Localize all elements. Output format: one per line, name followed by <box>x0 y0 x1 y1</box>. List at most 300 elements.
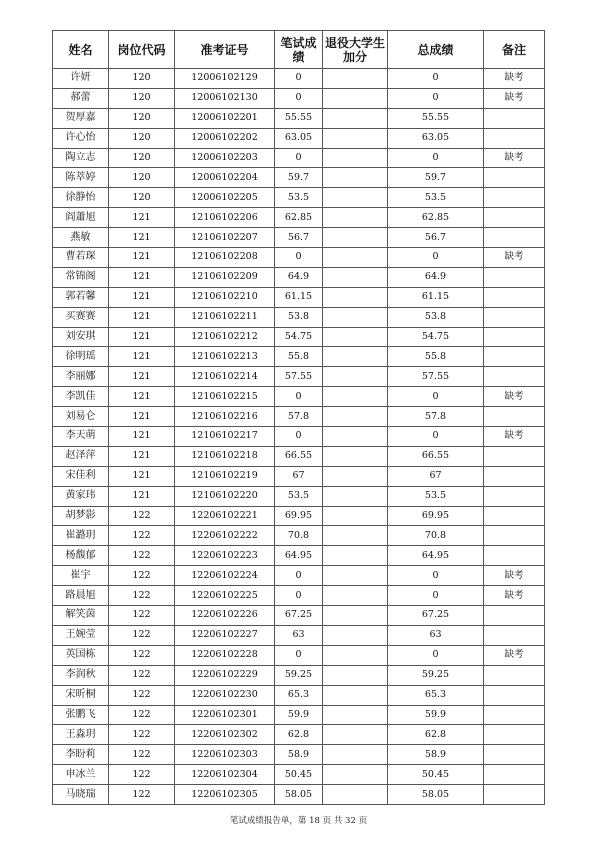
table-row <box>53 188 545 208</box>
cell-written-score: 0 <box>275 427 323 447</box>
cell-total-score: 0 <box>388 148 484 168</box>
table-row <box>53 506 545 526</box>
cell-post-code: 121 <box>109 208 175 228</box>
cell-exam-number: 12106102212 <box>175 327 275 347</box>
cell-exam-number: 12106102207 <box>175 228 275 248</box>
cell-post-code: 121 <box>109 228 175 248</box>
cell-name: 李盼莉 <box>53 745 109 765</box>
cell-total-score: 57.8 <box>388 407 484 427</box>
cell-exam-number: 12206102225 <box>175 586 275 606</box>
table-row <box>53 228 545 248</box>
cell-exam-number: 12206102229 <box>175 665 275 685</box>
cell-written-score: 63 <box>275 625 323 645</box>
cell-written-score: 57.55 <box>275 367 323 387</box>
cell-total-score: 59.25 <box>388 665 484 685</box>
cell-written-score: 0 <box>275 645 323 665</box>
cell-exam-number: 12106102211 <box>175 307 275 327</box>
cell-remarks <box>484 606 545 626</box>
cell-total-score: 53.5 <box>388 486 484 506</box>
cell-remarks <box>484 347 545 367</box>
cell-total-score: 67.25 <box>388 606 484 626</box>
cell-veteran-bonus <box>323 645 388 665</box>
cell-remarks: 缺考 <box>484 586 545 606</box>
cell-post-code: 121 <box>109 446 175 466</box>
cell-post-code: 121 <box>109 407 175 427</box>
cell-name: 贺厚嘉 <box>53 108 109 128</box>
table-row <box>53 486 545 506</box>
cell-name: 王婉莹 <box>53 625 109 645</box>
table-row <box>53 108 545 128</box>
cell-post-code: 122 <box>109 785 175 805</box>
cell-name: 李凯佳 <box>53 387 109 407</box>
cell-written-score: 54.75 <box>275 327 323 347</box>
cell-written-score: 50.45 <box>275 765 323 785</box>
cell-post-code: 122 <box>109 606 175 626</box>
cell-written-score: 67 <box>275 466 323 486</box>
cell-post-code: 122 <box>109 645 175 665</box>
cell-written-score: 53.5 <box>275 188 323 208</box>
cell-written-score: 53.5 <box>275 486 323 506</box>
cell-veteran-bonus <box>323 168 388 188</box>
cell-total-score: 57.55 <box>388 367 484 387</box>
cell-name: 王淼玥 <box>53 725 109 745</box>
cell-total-score: 62.85 <box>388 208 484 228</box>
cell-name: 张鹏飞 <box>53 705 109 725</box>
cell-total-score: 67 <box>388 466 484 486</box>
cell-post-code: 121 <box>109 248 175 268</box>
cell-written-score: 58.05 <box>275 785 323 805</box>
cell-name: 崔潞玥 <box>53 526 109 546</box>
cell-post-code: 120 <box>109 108 175 128</box>
cell-post-code: 121 <box>109 427 175 447</box>
cell-veteran-bonus <box>323 606 388 626</box>
cell-post-code: 122 <box>109 765 175 785</box>
cell-veteran-bonus <box>323 765 388 785</box>
cell-name: 英国栋 <box>53 645 109 665</box>
table-row <box>53 765 545 785</box>
cell-post-code: 121 <box>109 327 175 347</box>
cell-remarks <box>484 785 545 805</box>
cell-post-code: 120 <box>109 128 175 148</box>
cell-post-code: 122 <box>109 506 175 526</box>
cell-exam-number: 12106102214 <box>175 367 275 387</box>
cell-exam-number: 12006102202 <box>175 128 275 148</box>
cell-remarks <box>484 307 545 327</box>
table-row <box>53 446 545 466</box>
cell-written-score: 55.55 <box>275 108 323 128</box>
cell-exam-number: 12006102201 <box>175 108 275 128</box>
table-row <box>53 327 545 347</box>
cell-total-score: 50.45 <box>388 765 484 785</box>
cell-veteran-bonus <box>323 407 388 427</box>
table-row <box>53 705 545 725</box>
cell-remarks <box>484 287 545 307</box>
cell-written-score: 59.25 <box>275 665 323 685</box>
cell-post-code: 122 <box>109 745 175 765</box>
cell-remarks <box>484 665 545 685</box>
cell-veteran-bonus <box>323 128 388 148</box>
col-header-remarks: 备注 <box>484 31 545 69</box>
cell-remarks <box>484 685 545 705</box>
cell-veteran-bonus <box>323 785 388 805</box>
table-row <box>53 267 545 287</box>
cell-post-code: 121 <box>109 267 175 287</box>
cell-post-code: 122 <box>109 546 175 566</box>
cell-written-score: 0 <box>275 387 323 407</box>
cell-total-score: 64.95 <box>388 546 484 566</box>
cell-veteran-bonus <box>323 586 388 606</box>
cell-written-score: 0 <box>275 248 323 268</box>
cell-veteran-bonus <box>323 685 388 705</box>
cell-exam-number: 12106102216 <box>175 407 275 427</box>
cell-post-code: 120 <box>109 88 175 108</box>
cell-written-score: 0 <box>275 69 323 89</box>
cell-veteran-bonus <box>323 148 388 168</box>
cell-name: 许妍 <box>53 69 109 89</box>
cell-remarks: 缺考 <box>484 387 545 407</box>
table-row <box>53 407 545 427</box>
cell-post-code: 121 <box>109 486 175 506</box>
col-header-name: 姓名 <box>53 31 109 69</box>
cell-remarks <box>484 725 545 745</box>
cell-total-score: 53.8 <box>388 307 484 327</box>
cell-exam-number: 12006102129 <box>175 69 275 89</box>
cell-name: 阎蕭旭 <box>53 208 109 228</box>
cell-name: 郝蕾 <box>53 88 109 108</box>
cell-exam-number: 12106102206 <box>175 208 275 228</box>
cell-remarks: 缺考 <box>484 88 545 108</box>
cell-exam-number: 12106102220 <box>175 486 275 506</box>
cell-remarks: 缺考 <box>484 645 545 665</box>
cell-exam-number: 12206102222 <box>175 526 275 546</box>
table-row <box>53 785 545 805</box>
cell-veteran-bonus <box>323 108 388 128</box>
cell-exam-number: 12206102304 <box>175 765 275 785</box>
table-row <box>53 128 545 148</box>
cell-name: 杨馥郁 <box>53 546 109 566</box>
cell-name: 崔宇 <box>53 566 109 586</box>
cell-veteran-bonus <box>323 248 388 268</box>
cell-exam-number: 12106102217 <box>175 427 275 447</box>
cell-remarks <box>484 446 545 466</box>
cell-veteran-bonus <box>323 446 388 466</box>
cell-remarks <box>484 188 545 208</box>
cell-written-score: 0 <box>275 148 323 168</box>
cell-veteran-bonus <box>323 625 388 645</box>
cell-exam-number: 12206102228 <box>175 645 275 665</box>
cell-veteran-bonus <box>323 466 388 486</box>
cell-remarks <box>484 168 545 188</box>
cell-remarks <box>484 546 545 566</box>
cell-exam-number: 12206102221 <box>175 506 275 526</box>
cell-exam-number: 12206102305 <box>175 785 275 805</box>
cell-name: 李润秋 <box>53 665 109 685</box>
cell-exam-number: 12206102230 <box>175 685 275 705</box>
cell-total-score: 55.55 <box>388 108 484 128</box>
col-header-post-code: 岗位代码 <box>109 31 175 69</box>
table-row <box>53 685 545 705</box>
table-row <box>53 566 545 586</box>
cell-veteran-bonus <box>323 526 388 546</box>
cell-remarks <box>484 128 545 148</box>
cell-total-score: 0 <box>388 69 484 89</box>
cell-name: 常锦阁 <box>53 267 109 287</box>
cell-post-code: 122 <box>109 685 175 705</box>
cell-veteran-bonus <box>323 486 388 506</box>
cell-veteran-bonus <box>323 228 388 248</box>
cell-remarks <box>484 745 545 765</box>
cell-name: 李丽娜 <box>53 367 109 387</box>
cell-name: 徐明瑶 <box>53 347 109 367</box>
cell-remarks <box>484 407 545 427</box>
cell-name: 黄家玮 <box>53 486 109 506</box>
cell-post-code: 121 <box>109 347 175 367</box>
cell-post-code: 121 <box>109 367 175 387</box>
cell-written-score: 0 <box>275 88 323 108</box>
page-footer: 笔试成绩报告单，第 18 页 共 32 页 <box>229 816 368 826</box>
cell-post-code: 121 <box>109 387 175 407</box>
cell-remarks <box>484 526 545 546</box>
cell-veteran-bonus <box>323 88 388 108</box>
table-row <box>53 546 545 566</box>
cell-total-score: 0 <box>388 427 484 447</box>
cell-exam-number: 12206102227 <box>175 625 275 645</box>
cell-remarks <box>484 506 545 526</box>
cell-veteran-bonus <box>323 287 388 307</box>
cell-total-score: 55.8 <box>388 347 484 367</box>
cell-veteran-bonus <box>323 188 388 208</box>
cell-total-score: 54.75 <box>388 327 484 347</box>
cell-veteran-bonus <box>323 506 388 526</box>
cell-remarks <box>484 367 545 387</box>
cell-written-score: 59.9 <box>275 705 323 725</box>
cell-written-score: 56.7 <box>275 228 323 248</box>
score-table-body <box>53 69 545 805</box>
cell-post-code: 122 <box>109 625 175 645</box>
cell-post-code: 120 <box>109 148 175 168</box>
cell-veteran-bonus <box>323 367 388 387</box>
cell-total-score: 65.3 <box>388 685 484 705</box>
cell-total-score: 69.95 <box>388 506 484 526</box>
cell-written-score: 64.9 <box>275 267 323 287</box>
cell-written-score: 67.25 <box>275 606 323 626</box>
cell-exam-number: 12106102210 <box>175 287 275 307</box>
cell-name: 马晓瑞 <box>53 785 109 805</box>
cell-name: 宋昕桐 <box>53 685 109 705</box>
cell-post-code: 122 <box>109 566 175 586</box>
cell-exam-number: 12006102130 <box>175 88 275 108</box>
table-row <box>53 725 545 745</box>
cell-remarks <box>484 765 545 785</box>
cell-total-score: 63 <box>388 625 484 645</box>
cell-name: 徐静怡 <box>53 188 109 208</box>
cell-veteran-bonus <box>323 208 388 228</box>
table-row <box>53 586 545 606</box>
cell-post-code: 121 <box>109 307 175 327</box>
col-header-total-score: 总成绩 <box>388 31 484 69</box>
cell-veteran-bonus <box>323 546 388 566</box>
cell-total-score: 59.9 <box>388 705 484 725</box>
cell-written-score: 62.85 <box>275 208 323 228</box>
cell-exam-number: 12106102209 <box>175 267 275 287</box>
cell-written-score: 61.15 <box>275 287 323 307</box>
cell-total-score: 58.9 <box>388 745 484 765</box>
cell-veteran-bonus <box>323 267 388 287</box>
cell-total-score: 53.5 <box>388 188 484 208</box>
cell-written-score: 64.95 <box>275 546 323 566</box>
cell-total-score: 59.7 <box>388 168 484 188</box>
cell-remarks <box>484 228 545 248</box>
score-table <box>52 30 545 805</box>
cell-post-code: 121 <box>109 466 175 486</box>
table-row <box>53 367 545 387</box>
cell-name: 陶立志 <box>53 148 109 168</box>
col-header-veteran-bonus: 退役大学生加分 <box>323 31 388 69</box>
cell-exam-number: 12106102213 <box>175 347 275 367</box>
cell-remarks <box>484 466 545 486</box>
cell-post-code: 122 <box>109 526 175 546</box>
cell-exam-number: 12106102219 <box>175 466 275 486</box>
cell-name: 赵泽萍 <box>53 446 109 466</box>
cell-name: 解笑茵 <box>53 606 109 626</box>
cell-remarks <box>484 208 545 228</box>
cell-remarks: 缺考 <box>484 566 545 586</box>
table-row <box>53 387 545 407</box>
cell-veteran-bonus <box>323 347 388 367</box>
cell-veteran-bonus <box>323 566 388 586</box>
table-row <box>53 287 545 307</box>
cell-name: 宋佳利 <box>53 466 109 486</box>
cell-veteran-bonus <box>323 725 388 745</box>
cell-written-score: 57.8 <box>275 407 323 427</box>
cell-remarks <box>484 486 545 506</box>
cell-name: 许心怡 <box>53 128 109 148</box>
cell-veteran-bonus <box>323 387 388 407</box>
cell-total-score: 66.55 <box>388 446 484 466</box>
cell-veteran-bonus <box>323 327 388 347</box>
cell-remarks <box>484 705 545 725</box>
cell-exam-number: 12206102303 <box>175 745 275 765</box>
cell-post-code: 120 <box>109 168 175 188</box>
table-row <box>53 347 545 367</box>
cell-exam-number: 12206102301 <box>175 705 275 725</box>
table-row <box>53 526 545 546</box>
cell-remarks <box>484 625 545 645</box>
cell-remarks: 缺考 <box>484 148 545 168</box>
cell-remarks: 缺考 <box>484 427 545 447</box>
cell-exam-number: 12106102215 <box>175 387 275 407</box>
cell-total-score: 0 <box>388 88 484 108</box>
cell-name: 陈萃婷 <box>53 168 109 188</box>
cell-remarks <box>484 267 545 287</box>
cell-exam-number: 12106102218 <box>175 446 275 466</box>
cell-exam-number: 12206102223 <box>175 546 275 566</box>
cell-veteran-bonus <box>323 705 388 725</box>
cell-total-score: 56.7 <box>388 228 484 248</box>
table-row <box>53 625 545 645</box>
cell-veteran-bonus <box>323 665 388 685</box>
table-row <box>53 665 545 685</box>
header-row <box>53 31 545 69</box>
cell-written-score: 65.3 <box>275 685 323 705</box>
cell-name: 买赛赛 <box>53 307 109 327</box>
cell-total-score: 0 <box>388 566 484 586</box>
cell-name: 燕敏 <box>53 228 109 248</box>
cell-remarks: 缺考 <box>484 248 545 268</box>
cell-veteran-bonus <box>323 69 388 89</box>
cell-written-score: 0 <box>275 586 323 606</box>
cell-post-code: 122 <box>109 586 175 606</box>
table-row <box>53 248 545 268</box>
cell-total-score: 0 <box>388 387 484 407</box>
cell-remarks <box>484 327 545 347</box>
table-row <box>53 745 545 765</box>
cell-post-code: 122 <box>109 725 175 745</box>
cell-name: 郭若馨 <box>53 287 109 307</box>
cell-name: 申冰兰 <box>53 765 109 785</box>
cell-name: 路晨旭 <box>53 586 109 606</box>
table-row <box>53 168 545 188</box>
table-row <box>53 69 545 89</box>
cell-exam-number: 12106102208 <box>175 248 275 268</box>
cell-name: 刘安琪 <box>53 327 109 347</box>
cell-remarks: 缺考 <box>484 69 545 89</box>
cell-post-code: 120 <box>109 69 175 89</box>
cell-exam-number: 12206102224 <box>175 566 275 586</box>
cell-total-score: 64.9 <box>388 267 484 287</box>
table-row <box>53 466 545 486</box>
cell-post-code: 122 <box>109 705 175 725</box>
cell-exam-number: 12206102302 <box>175 725 275 745</box>
cell-total-score: 63.05 <box>388 128 484 148</box>
cell-written-score: 58.9 <box>275 745 323 765</box>
table-row <box>53 148 545 168</box>
table-row <box>53 606 545 626</box>
cell-post-code: 120 <box>109 188 175 208</box>
cell-total-score: 61.15 <box>388 287 484 307</box>
cell-written-score: 62.8 <box>275 725 323 745</box>
cell-veteran-bonus <box>323 307 388 327</box>
cell-written-score: 69.95 <box>275 506 323 526</box>
col-header-written-score: 笔试成绩 <box>275 31 323 69</box>
cell-written-score: 66.55 <box>275 446 323 466</box>
cell-name: 胡梦影 <box>53 506 109 526</box>
cell-total-score: 0 <box>388 586 484 606</box>
cell-written-score: 55.8 <box>275 347 323 367</box>
cell-name: 李天萌 <box>53 427 109 447</box>
cell-total-score: 62.8 <box>388 725 484 745</box>
cell-exam-number: 12006102204 <box>175 168 275 188</box>
cell-post-code: 122 <box>109 665 175 685</box>
cell-veteran-bonus <box>323 745 388 765</box>
cell-written-score: 70.8 <box>275 526 323 546</box>
table-row <box>53 645 545 665</box>
table-row <box>53 88 545 108</box>
cell-written-score: 0 <box>275 566 323 586</box>
cell-written-score: 59.7 <box>275 168 323 188</box>
cell-post-code: 121 <box>109 287 175 307</box>
table-row <box>53 307 545 327</box>
cell-total-score: 58.05 <box>388 785 484 805</box>
table-row <box>53 427 545 447</box>
cell-total-score: 0 <box>388 645 484 665</box>
cell-veteran-bonus <box>323 427 388 447</box>
cell-name: 刘易仑 <box>53 407 109 427</box>
col-header-exam-number: 准考证号 <box>175 31 275 69</box>
cell-written-score: 53.8 <box>275 307 323 327</box>
cell-exam-number: 12206102226 <box>175 606 275 626</box>
cell-exam-number: 12006102205 <box>175 188 275 208</box>
